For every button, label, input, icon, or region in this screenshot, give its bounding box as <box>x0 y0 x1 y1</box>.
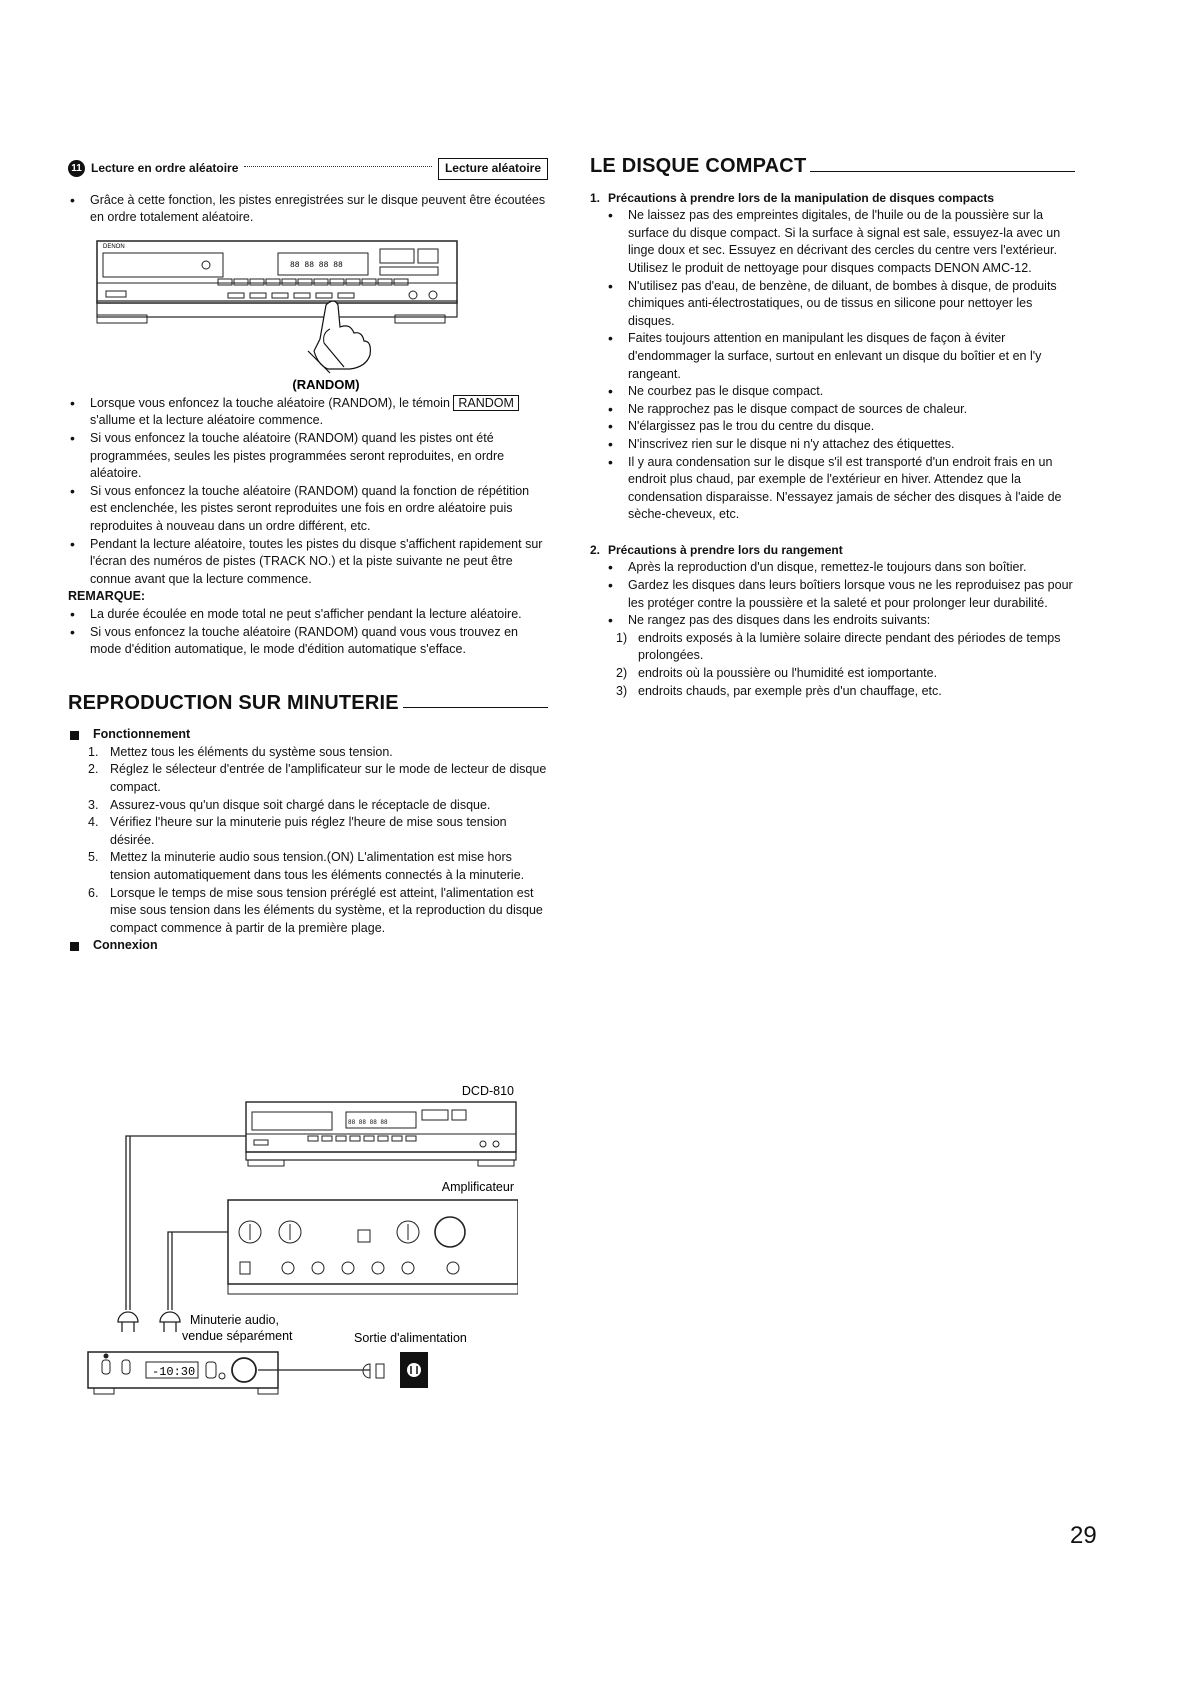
connection-diagram <box>78 1082 518 1422</box>
cd-section-heading <box>590 155 1075 177</box>
timer-section-title: REPRODUCTION SUR MINUTERIE <box>68 691 399 714</box>
timer-step <box>68 797 548 815</box>
timer-step <box>68 761 548 796</box>
leader-dots <box>244 166 432 167</box>
right-column <box>590 155 1075 700</box>
place-text: endroits où la poussière ou l'humidité est iomportante. <box>638 666 938 681</box>
handling-bullet: • Ne laissez pas des empreintes digitales, de l'huile ou de la poussière sur la surface du disque compact. Si la surface à signal est sale, essuyez-la avec un linge doux et sec. Essuyez en décrivant des cercles du centre vers l'extérieur. Utilisez le produit de nettoyage pour disques compacts DENON AMC-12. <box>606 207 1075 277</box>
cd-player-random-illustration <box>68 233 548 393</box>
place-text: endroits chauds, par exemple près d'un chauffage, etc. <box>638 683 942 698</box>
step-text: Réglez le sélecteur d'entrée de l'amplificateur sur le mode de lecteur de disque compact. <box>110 762 547 795</box>
random-bullet-3: • Si vous enfoncez la touche aléatoire (RANDOM) quand la fonction de répétition est enclenchée, les pistes seront reproduites une fois en ordre aléatoire puis reproduites à nouveau dans un ordre différent, etc. <box>68 483 548 536</box>
random-bullet-1 <box>68 395 548 430</box>
timer-display: -10:30 <box>152 1365 196 1379</box>
timer-steps <box>68 744 548 938</box>
storage-place <box>590 630 1075 665</box>
storage-place <box>590 683 1075 701</box>
storage-number: 2. <box>590 542 601 557</box>
fonctionnement-heading <box>68 726 548 744</box>
outlet-label: Sortie d'alimentation <box>354 1331 467 1345</box>
random-bullet-1-pre: Lorsque vous enfoncez la touche aléatoire (RANDOM), le témoin <box>90 395 450 410</box>
cd-display-text: 88 88 88 88 <box>290 260 343 270</box>
handling-bullets <box>590 207 1075 524</box>
random-section-title: Lecture en ordre aléatoire <box>91 161 239 175</box>
left-column <box>68 158 548 955</box>
step-text: Mettez la minuterie audio sous tension.(ON) L'alimentation est mise hors tension automatiquement dans tous les éléments connectés à la minuterie. <box>110 850 525 883</box>
storage-title: Précautions à prendre lors du rangement <box>608 542 843 557</box>
random-section-heading <box>68 158 548 180</box>
timer-label-1: Minuterie audio, <box>190 1313 279 1327</box>
step-text: Assurez-vous qu'un disque soit chargé dans le réceptacle de disque. <box>110 797 491 812</box>
timer-step <box>68 814 548 849</box>
remarque-bullet-1: • La durée écoulée en mode total ne peut s'afficher pendant la lecture aléatoire. <box>68 606 548 624</box>
random-figure-caption: (RANDOM) <box>292 376 360 392</box>
storage-bullet: • Gardez les disques dans leurs boîtiers lorsque vous ne les reproduisez pas pour les protéger contre la poussière et la saleté et pour prolonger leur durabilité. <box>606 577 1075 612</box>
storage-heading <box>590 542 1075 560</box>
step-number: 4. <box>88 815 99 830</box>
handling-bullet: • N'élargissez pas le trou du centre du disque. <box>606 418 1075 436</box>
title-rule <box>810 171 1075 172</box>
handling-bullet: • Ne rapprochez pas le disque compact de sources de chaleur. <box>606 401 1075 419</box>
timer-section-heading <box>68 691 548 714</box>
connexion-heading <box>68 937 548 955</box>
step-text: Mettez tous les éléments du système sous tension. <box>110 744 393 759</box>
storage-bullets <box>590 559 1075 629</box>
place-number: 3) <box>616 683 628 698</box>
handling-bullet: • N'utilisez pas d'eau, de benzène, de diluant, de bombes à disque, de produits chimiques anti-électrostatiques, ou de tissus en silicone pour nettoyer les disques. <box>606 278 1075 331</box>
step-number: 5. <box>88 850 99 865</box>
random-section-box-label: Lecture aléatoire <box>438 158 548 180</box>
outlet-socket-icon <box>407 1363 421 1377</box>
random-bullets <box>68 395 548 589</box>
place-number: 2) <box>616 666 628 681</box>
timer-step <box>68 744 548 762</box>
remarque-bullet-2: • Si vous enfoncez la touche aléatoire (RANDOM) quand vous vous trouvez en mode d'édition automatique, le mode d'édition automatique s'efface. <box>68 624 548 659</box>
random-intro-list <box>68 192 548 227</box>
connexion-label: Connexion <box>93 938 158 953</box>
title-rule <box>403 707 548 708</box>
timer-step <box>68 849 548 884</box>
timer-label-2: vendue séparément <box>182 1329 293 1343</box>
storage-bullet: • Ne rangez pas des disques dans les endroits suivants: <box>606 612 1075 630</box>
storage-place <box>590 665 1075 683</box>
random-bullet-4: • Pendant la lecture aléatoire, toutes les pistes du disque s'affichent rapidement sur l'écran des numéros de pistes (TRACK NO.) et la piste suivante ne peut être connue avant que la lecture commence. <box>68 536 548 589</box>
storage-places <box>590 630 1075 700</box>
step-text: Lorsque le temps de mise sous tension préréglé est atteint, l'alimentation est mise sous tension dans les éléments du système, et la reproduction du disque compact commence à partir de la première plage. <box>110 885 543 935</box>
square-bullet-icon <box>70 731 79 740</box>
step-text: Vérifiez l'heure sur la minuterie puis réglez l'heure de mise sous tension désirée. <box>110 815 507 847</box>
amp-label: Amplificateur <box>441 1180 514 1194</box>
remarque-label: REMARQUE: <box>68 589 146 604</box>
random-intro: • Grâce à cette fonction, les pistes enregistrées sur le disque peuvent être écoutées en ordre totalement aléatoire. <box>68 192 548 227</box>
handling-heading <box>590 190 1075 208</box>
place-number: 1) <box>616 630 628 645</box>
random-indicator-box: RANDOM <box>453 395 519 411</box>
storage-bullet: • Après la reproduction d'un disque, remettez-le toujours dans son boîtier. <box>606 559 1075 577</box>
handling-number: 1. <box>590 190 601 205</box>
step-number: 1. <box>88 744 99 759</box>
remarque-bullets <box>68 606 548 659</box>
section-number-badge: 11 <box>68 160 85 177</box>
handling-bullet: • Ne courbez pas le disque compact. <box>606 383 1075 401</box>
handling-bullet: • N'inscrivez rien sur le disque ni n'y attachez des étiquettes. <box>606 436 1075 454</box>
fonctionnement-label: Fonctionnement <box>93 727 191 742</box>
random-bullet-1-post: s'allume et la lecture aléatoire commence. <box>90 413 324 428</box>
square-bullet-icon <box>70 942 79 951</box>
step-number: 2. <box>88 762 99 777</box>
cd-section-title: LE DISQUE COMPACT <box>590 155 807 177</box>
handling-title: Précautions à prendre lors de la manipulation de disques compacts <box>608 190 995 205</box>
place-text: endroits exposés à la lumière solaire directe pendant des périodes de temps prolongées. <box>638 630 1061 663</box>
cd-brand-text: DENON <box>103 243 125 250</box>
cd-mini-display: 88 88 88 88 <box>348 1119 388 1126</box>
random-bullet-2: • Si vous enfoncez la touche aléatoire (RANDOM) quand les pistes ont été programmées, seules les pistes programmées seront reproduites, en ordre aléatoire. <box>68 430 548 483</box>
handling-bullet: • Il y aura condensation sur le disque s'il est transporté d'un endroit frais en un endroit plus chaud, par exemple de l'extérieur en hiver. Attendez que la condensation disparaisse. N'essayez jamais de sécher des disques à l'aide de sèche-cheveux, etc. <box>606 454 1075 524</box>
page-number: 29 <box>1070 1522 1097 1549</box>
timer-step <box>68 885 548 938</box>
handling-bullet: • Faites toujours attention en manipulant les disques de façon à éviter d'endommager la surface, surtout en enlevant un disque du boîtier et en l'y rangeant. <box>606 330 1075 383</box>
step-number: 3. <box>88 797 99 812</box>
step-number: 6. <box>88 885 99 900</box>
cd-model-label: DCD-810 <box>461 1084 514 1098</box>
